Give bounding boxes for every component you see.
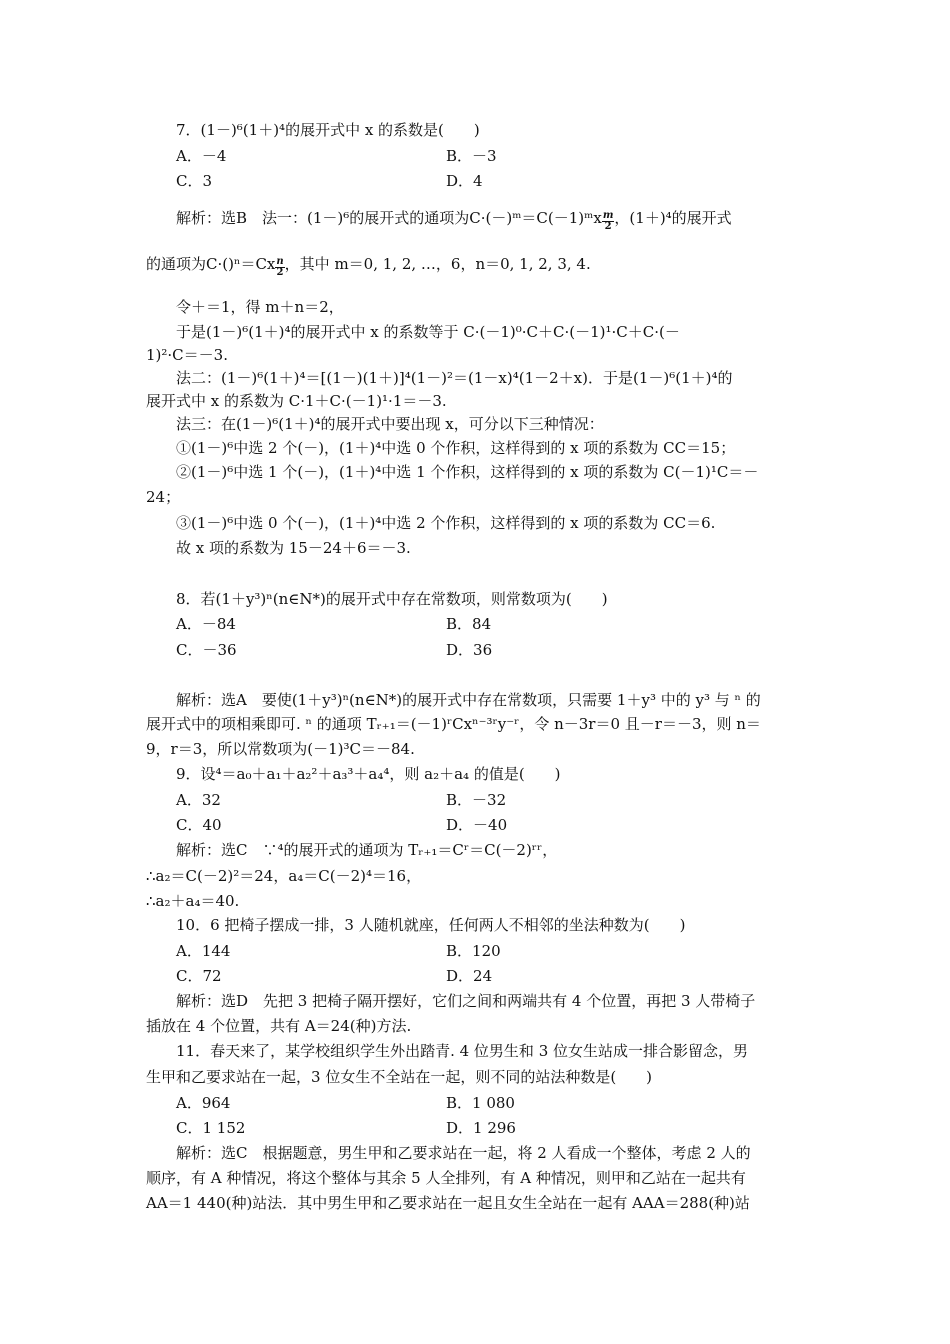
q10-option-c: C．72 <box>176 967 222 985</box>
q7-solution-line: ②(1－)⁶中选 1 个(－)，(1＋)⁴中选 1 个作积，这样得到的 x 项的系数为 C(－1)¹C＝－ <box>176 463 759 481</box>
q7-stem: 7．(1－)⁶(1＋)⁴的展开式中 x 的系数是( ) <box>176 121 480 139</box>
q8-option-c: C．－36 <box>176 641 237 659</box>
q10-stem: 10．6 把椅子摆成一排，3 人随机就座，任何两人不相邻的坐法种数为( ) <box>176 916 686 934</box>
q9-solution-line: 解析：选C ∵⁴的展开式的通项为 Tᵣ₊₁＝Cʳ＝C(－2)ʳʳ， <box>176 841 558 859</box>
q11-solution-line: 解析：选C 根据题意，男生甲和乙要求站在一起，将 2 人看成一个整体，考虑 2 人的 <box>176 1144 751 1162</box>
q8-option-a: A．－84 <box>176 615 236 633</box>
q11-stem: 11．春天来了，某学校组织学生外出踏青. 4 位男生和 3 位女生站成一排合影留念，男 <box>176 1042 749 1060</box>
q9-solution-line: ∴a₂＝C(－2)²＝24，a₄＝C(－2)⁴＝16， <box>146 867 422 885</box>
q7-solution-line: ①(1－)⁶中选 2 个(－)，(1＋)⁴中选 0 个作积，这样得到的 x 项的系数为 CC＝15； <box>176 439 736 457</box>
q7-solution-line: 于是(1－)⁶(1＋)⁴的展开式中 x 的系数等于 C·(－1)⁰·C＋C·(－1)¹·C＋C·(－ <box>176 323 680 341</box>
q7-solution-text: 的通项为C·()ⁿ＝Cx <box>146 255 276 273</box>
q8-option-d: D．36 <box>446 641 493 659</box>
q9-option-b: B．－32 <box>446 791 507 809</box>
q11-option-d: D．1 296 <box>446 1119 516 1137</box>
q11-option-c: C．1 152 <box>176 1119 246 1137</box>
fraction-denominator: 2 <box>276 267 284 278</box>
q11-solution-line: AA＝1 440(种)站法．其中男生甲和乙要求站在一起且女生全站在一起有 AAA＝288(种)站 <box>146 1194 750 1212</box>
q9-solution-line: ∴a₂＋a₄＝40. <box>146 892 240 910</box>
q7-solution-line: 令＋＝1，得 m＋n＝2， <box>176 298 344 316</box>
fraction <box>602 211 615 232</box>
q7-option-c: C．3 <box>176 172 213 190</box>
q7-solution-text: ，其中 m＝0, 1, 2, …，6，n＝0, 1, 2, 3, 4. <box>284 255 591 273</box>
q7-solution-line: 24； <box>146 488 181 506</box>
q7-solution-line: 1)²·C＝－3. <box>146 346 228 364</box>
q10-option-d: D．24 <box>446 967 493 985</box>
q8-solution-line: 解析：选A 要使(1＋y³)ⁿ(n∈N*)的展开式中存在常数项，只需要 1＋y³ 中的 y³ 与 ⁿ 的 <box>176 691 761 709</box>
q9-stem: 9．设⁴＝a₀＋a₁＋a₂²＋a₃³＋a₄⁴，则 a₂＋a₄ 的值是( ) <box>176 765 561 783</box>
q10-solution-line: 解析：选D 先把 3 把椅子隔开摆好，它们之间和两端共有 4 个位置，再把 3 人带椅子 <box>176 992 756 1010</box>
q7-solution-line <box>176 208 732 232</box>
q7-option-d: D．4 <box>446 172 483 190</box>
fraction-numerator: m <box>602 210 614 221</box>
q11-stem: 生甲和乙要求站在一起，3 位女生不全站在一起，则不同的站法种数是( ) <box>146 1068 653 1086</box>
q7-solution-line: 展开式中 x 的系数为 C·1＋C·(－1)¹·1＝－3. <box>146 392 447 410</box>
q11-option-a: A．964 <box>176 1094 231 1112</box>
fraction-denominator: 2 <box>604 221 612 232</box>
q7-solution-line: 法二：(1－)⁶(1＋)⁴＝[(1－)(1＋)]⁴(1－)²＝(1－x)⁴(1－2＋x)．于是(1－)⁶(1＋)⁴的 <box>176 369 733 387</box>
q7-solution-line: 法三：在(1－)⁶(1＋)⁴的展开式中要出现 x，可分以下三种情况： <box>176 415 604 433</box>
q7-solution-text: 解析：选B 法一：(1－)⁶的展开式的通项为C·(－)ᵐ＝C(－1)ᵐx <box>176 209 602 227</box>
q11-solution-line: 顺序，有 A 种情况，将这个整体与其余 5 人全排列，有 A 种情况，则甲和乙站在一起共有 <box>146 1169 746 1187</box>
q9-option-a: A．32 <box>176 791 221 809</box>
q10-option-a: A．144 <box>176 942 231 960</box>
q7-solution-line: ③(1－)⁶中选 0 个(－)，(1＋)⁴中选 2 个作积，这样得到的 x 项的系数为 CC＝6. <box>176 514 716 532</box>
q8-solution-line: 9，r＝3，所以常数项为(－1)³C＝－84. <box>146 740 415 758</box>
fraction-numerator: n <box>276 256 284 267</box>
q8-solution-line: 展开式中的项相乘即可. ⁿ 的通项 Tᵣ₊₁＝(－1)ʳCxⁿ⁻³ʳy⁻ʳ，令 n－3r＝0 且－r＝－3，则 n＝ <box>146 715 761 733</box>
q9-option-c: C．40 <box>176 816 222 834</box>
fraction <box>275 257 284 278</box>
q7-solution-line: 故 x 项的系数为 15－24＋6＝－3. <box>176 539 411 557</box>
q11-option-b: B．1 080 <box>446 1094 515 1112</box>
q7-solution-text: ，(1＋)⁴的展开式 <box>614 209 732 227</box>
q10-solution-line: 插放在 4 个位置，共有 A＝24(种)方法. <box>146 1017 412 1035</box>
q10-option-b: B．120 <box>446 942 501 960</box>
q8-stem: 8．若(1＋y³)ⁿ(n∈N*)的展开式中存在常数项，则常数项为( ) <box>176 590 608 608</box>
q8-option-b: B．84 <box>446 615 492 633</box>
q7-solution-line <box>146 254 591 278</box>
q7-option-a: A．－4 <box>176 147 227 165</box>
q9-option-d: D．－40 <box>446 816 508 834</box>
q7-option-b: B．－3 <box>446 147 497 165</box>
